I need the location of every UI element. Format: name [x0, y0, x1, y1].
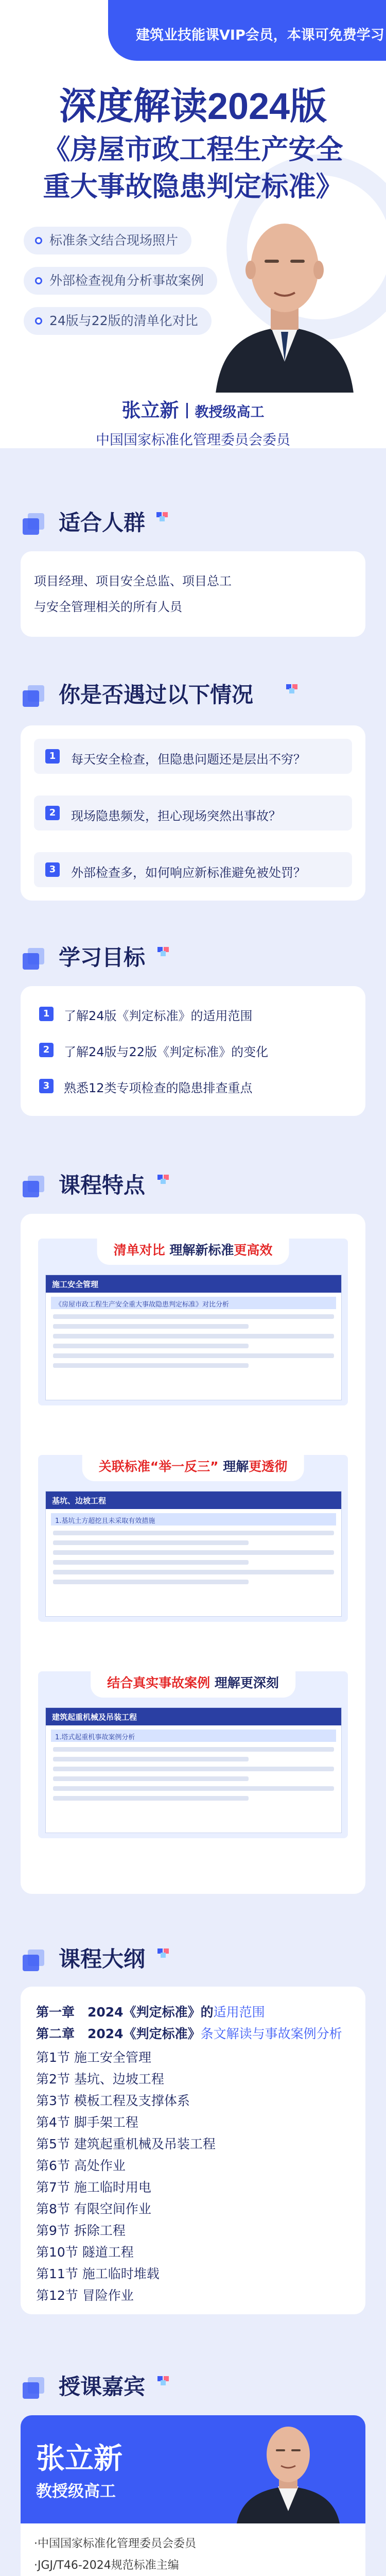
list-item: [34, 739, 352, 774]
section-title: 授课嘉宾: [59, 2374, 146, 2399]
section-title: 课程特点: [59, 1173, 146, 1198]
hero-title-line1: 深度解读2024版: [59, 86, 327, 127]
speaker-org: 中国国家标准化管理委员会委员: [96, 432, 290, 448]
outline-section: 第2节 基坑、边坡工程: [36, 2072, 164, 2087]
flag-icon: [157, 2376, 169, 2385]
bullet-dot-icon: [35, 237, 42, 244]
number-badge: 3: [39, 1079, 54, 1093]
outline-section: 第6节 高处作业: [36, 2158, 126, 2173]
audience-card: [21, 551, 365, 637]
number-badge: 1: [39, 1007, 54, 1021]
feature-screenshot: [45, 1707, 342, 1833]
outline-section: 第11节 施工临时堆载: [36, 2266, 160, 2281]
flag-icon: [157, 1948, 169, 1958]
speaker-portrait: [210, 192, 359, 398]
feature-screenshot: [45, 1491, 342, 1617]
vip-banner-text: 建筑业技能课VIP会员，本课可免费学习: [136, 27, 384, 43]
speaker-namebar: [0, 393, 386, 448]
hero-feature-text: 标准条文结合现场照片: [49, 233, 179, 248]
bullet-dot-icon: [35, 317, 42, 325]
hero-title-line2: 《房屋市政工程生产安全: [43, 134, 343, 165]
speaker-card-name: 张立新: [36, 2442, 122, 2476]
section-square-icon: [23, 1176, 44, 1197]
section-title: 学习目标: [59, 945, 146, 970]
goals-card: [21, 986, 365, 1116]
screenshot-note: 1.塔式起重机事故案例分析: [51, 1730, 336, 1742]
hero-feature: [24, 307, 212, 335]
outline-section: 第12节 冒险作业: [36, 2288, 134, 2303]
outline-section: 第10节 隧道工程: [36, 2245, 134, 2260]
number-badge: 3: [45, 862, 60, 877]
outline-section: 第9节 拆除工程: [36, 2223, 126, 2238]
section-square-icon: [23, 1950, 44, 1971]
bullet-dot-icon: [35, 277, 42, 284]
audience-line: 项目经理、项目安全总监、项目总工: [34, 574, 232, 588]
hero-feature-text: 外部检查视角分析事故案例: [49, 273, 204, 288]
screenshot-title: 建筑起重机械及吊装工程: [46, 1708, 341, 1725]
outline-chapter: 第二章 2024《判定标准》条文解读与事故案例分析: [36, 2026, 342, 2041]
screenshot-title: 施工安全管理: [46, 1275, 341, 1293]
screenshot-note: 1.基坑土方超挖且未采取有效措施: [51, 1513, 336, 1526]
feature-tag: 清单对比 理解新标准更高效: [97, 1239, 289, 1265]
divider: [186, 403, 188, 418]
hero-feature-text: 24版与22版的清单化对比: [49, 313, 198, 328]
screenshot-note: 《房屋市政工程生产安全重大事故隐患判定标准》对比分析: [51, 1297, 336, 1309]
flag-icon: [156, 512, 168, 521]
speaker-name: 张立新: [121, 399, 179, 421]
pain-card: [21, 725, 365, 901]
list-item: [34, 852, 352, 887]
feature-panel: [38, 1239, 348, 1405]
list-item: [34, 795, 352, 831]
hero-section: [0, 0, 386, 448]
feature-tag: 结合真实事故案例 理解更深刻: [91, 1671, 295, 1698]
hero-feature: [24, 227, 191, 255]
number-badge: 2: [45, 806, 60, 820]
vip-banner[interactable]: [108, 0, 386, 61]
feature-panel: [38, 1671, 348, 1838]
goal-text: 了解24版《判定标准》的适用范围: [64, 1009, 253, 1023]
speaker-card: [21, 2415, 365, 2576]
screenshot-title: 基坑、边坡工程: [46, 1492, 341, 1509]
speaker-card-title: 教授级高工: [36, 2482, 116, 2501]
pain-text: 外部检查多，如何响应新标准避免被处罚？: [71, 866, 306, 880]
outline-section: 第4节 脚手架工程: [36, 2115, 138, 2130]
speaker-title: 教授级高工: [195, 404, 265, 420]
outline-section: 第1节 施工安全管理: [36, 2050, 151, 2065]
speaker-credential: ·JGJ/T46-2024规范标准主编: [34, 2559, 179, 2572]
feature-screenshot: [45, 1275, 342, 1400]
goal-text: 了解24版与22版《判定标准》的变化: [64, 1045, 269, 1059]
speaker-card-portrait: [226, 2420, 350, 2523]
section-title: 适合人群: [59, 510, 146, 535]
section-square-icon: [23, 513, 44, 535]
outline-chapter: 第一章 2024《判定标准》的适用范围: [36, 2005, 265, 2020]
section-square-icon: [23, 685, 44, 707]
section-title: 你是否遇过以下情况: [59, 682, 254, 707]
section-title: 课程大纲: [59, 1946, 146, 1972]
hero-title-line3: 重大事故隐患判定标准》: [43, 172, 343, 202]
hero-feature: [24, 267, 217, 295]
feature-tag: 关联标准“举一反三” 理解更透彻: [82, 1455, 304, 1481]
number-badge: 1: [45, 749, 60, 764]
flag-icon: [157, 947, 169, 956]
audience-line: 与安全管理相关的所有人员: [34, 600, 182, 614]
outline-section: 第7节 施工临时用电: [36, 2180, 151, 2195]
number-badge: 2: [39, 1043, 54, 1057]
outline-card: [21, 1987, 365, 2314]
outline-section: 第3节 模板工程及支撑体系: [36, 2093, 190, 2108]
outline-section: 第5节 建筑起重机械及吊装工程: [36, 2137, 216, 2151]
feature-panel: [38, 1455, 348, 1622]
goal-text: 熟悉12类专项检查的隐患排查重点: [64, 1081, 253, 1095]
section-square-icon: [23, 948, 44, 970]
outline-section: 第8节 有限空间作业: [36, 2201, 151, 2216]
speaker-credential: ·中国国家标准化管理委员会委员: [34, 2537, 196, 2550]
flag-icon: [286, 684, 297, 693]
section-square-icon: [23, 2377, 44, 2399]
pain-text: 每天安全检查，但隐患问题还是层出不穷？: [71, 752, 306, 767]
flag-icon: [157, 1175, 169, 1184]
pain-text: 现场隐患频发，担心现场突然出事故？: [71, 809, 281, 823]
